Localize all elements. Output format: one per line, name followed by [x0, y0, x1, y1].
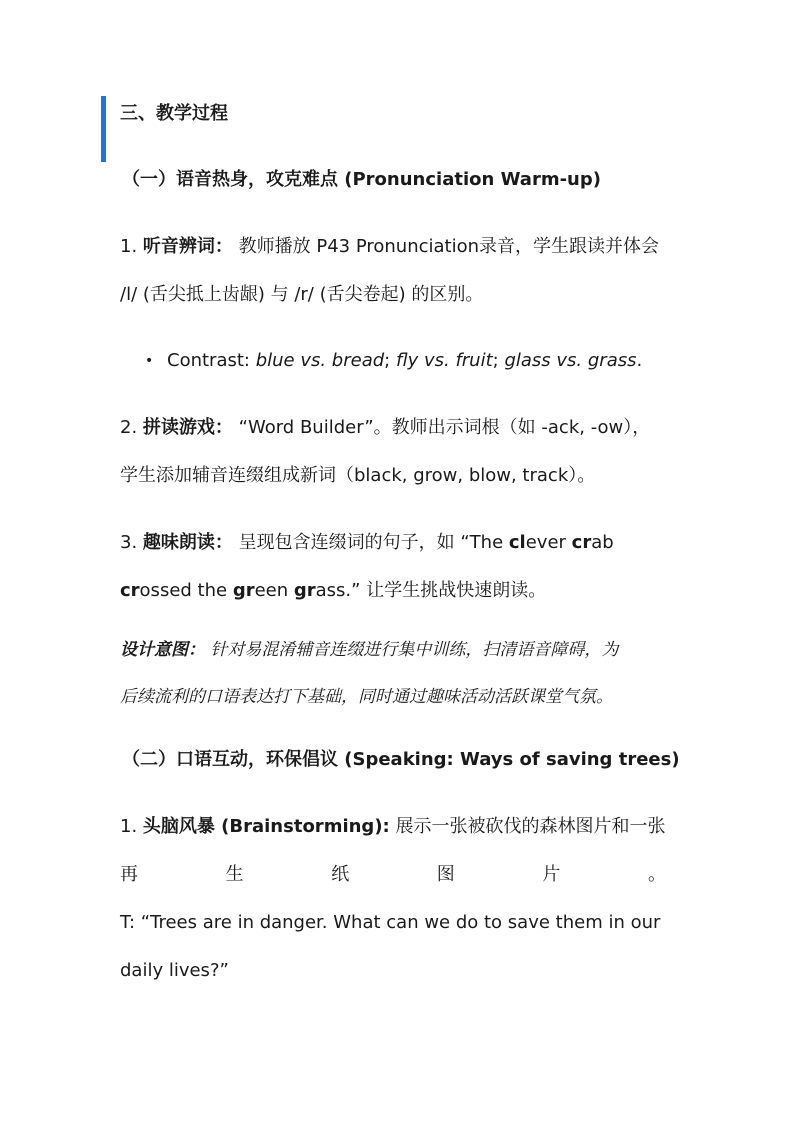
paragraph-item3-line1 — [120, 531, 614, 555]
justified-char: 图 — [436, 864, 455, 885]
design-intent-line2: 后续流利的口语表达打下基础，同时通过趣味活动活跃课堂气氛。 — [120, 687, 613, 707]
justified-char: 纸 — [331, 864, 350, 885]
paragraph-item3-line2 — [120, 579, 546, 603]
contrast-pair: fly vs. fruit — [395, 350, 493, 371]
separator: ; — [384, 350, 396, 371]
item-label: 听音辨词： — [142, 236, 233, 257]
item-text: 教师播放 P43 Pronunciation录音，学生跟读并体会 — [232, 236, 660, 257]
list-item-contrast — [145, 349, 642, 373]
paragraph-item2-line1 — [120, 416, 650, 440]
word-part: ab — [591, 532, 614, 553]
cluster-highlight: cl — [508, 532, 526, 553]
paragraph-item2-line2: 学生添加辅音连缀组成新词（black, grow, blow, track）。 — [120, 465, 596, 486]
item-text: 让学生挑战快速朗读。 — [360, 580, 547, 601]
contrast-pair: glass vs. grass — [504, 350, 637, 371]
item-number: 2. — [120, 417, 143, 438]
justified-char: 再 — [120, 864, 138, 885]
cluster-highlight: gr — [293, 580, 316, 601]
item-number: 3. — [120, 532, 143, 553]
teacher-quote-line2: daily lives?” — [120, 960, 229, 981]
item-text: 展示一张被砍伐的森林图片和一张 — [389, 816, 666, 837]
justified-char: 生 — [225, 864, 244, 885]
item-text: “Word Builder”。教师出示词根（如 -ack, -ow）， — [232, 417, 651, 438]
contrast-prefix: Contrast: — [167, 350, 256, 371]
design-intent-label: 设计意图： — [120, 640, 205, 660]
period: . — [636, 350, 643, 371]
item-number: 1. — [120, 236, 143, 257]
justified-char: 。 — [647, 864, 666, 885]
word-part: ass.” — [315, 580, 361, 601]
paragraph-item1-line1 — [120, 235, 659, 259]
subheading-pronunciation: （一）语音热身，攻克难点 (Pronunciation Warm-up) — [122, 169, 601, 190]
bullet-marker: • — [145, 353, 154, 369]
cluster-highlight: gr — [232, 580, 255, 601]
section-title: 三、教学过程 — [120, 103, 228, 124]
item-label: 趣味朗读： — [142, 532, 233, 553]
design-intent-line1 — [120, 638, 618, 662]
item-text: 呈现包含连缀词的句子，如 “The — [232, 532, 509, 553]
cluster-highlight: cr — [571, 532, 592, 553]
word-part: ever — [525, 532, 572, 553]
design-intent-text: 针对易混淆辅音连缀进行集中训练，扫清语音障碍，为 — [205, 640, 619, 660]
item-number: 1. — [120, 816, 143, 837]
cluster-highlight: cr — [120, 580, 140, 601]
subheading-speaking: （二）口语互动，环保倡议 (Speaking: Ways of saving trees) — [122, 749, 680, 770]
word-part: een — [254, 580, 294, 601]
paragraph-brainstorm-line2 — [120, 863, 666, 887]
separator: ; — [492, 350, 505, 371]
item-label: 拼读游戏： — [142, 417, 233, 438]
justified-char: 片 — [542, 864, 561, 885]
section-accent-bar — [101, 96, 106, 162]
paragraph-brainstorm-line1 — [120, 815, 665, 839]
paragraph-item1-line2: /l/ (舌尖抵上齿龈) 与 /r/ (舌尖卷起) 的区别。 — [120, 284, 484, 305]
contrast-pair: blue vs. bread — [255, 350, 385, 371]
word-part: ossed the — [139, 580, 233, 601]
teacher-quote-line1: T: “Trees are in danger. What can we do to save them in our — [120, 912, 661, 933]
item-label: 头脑风暴 (Brainstorming): — [142, 816, 390, 837]
